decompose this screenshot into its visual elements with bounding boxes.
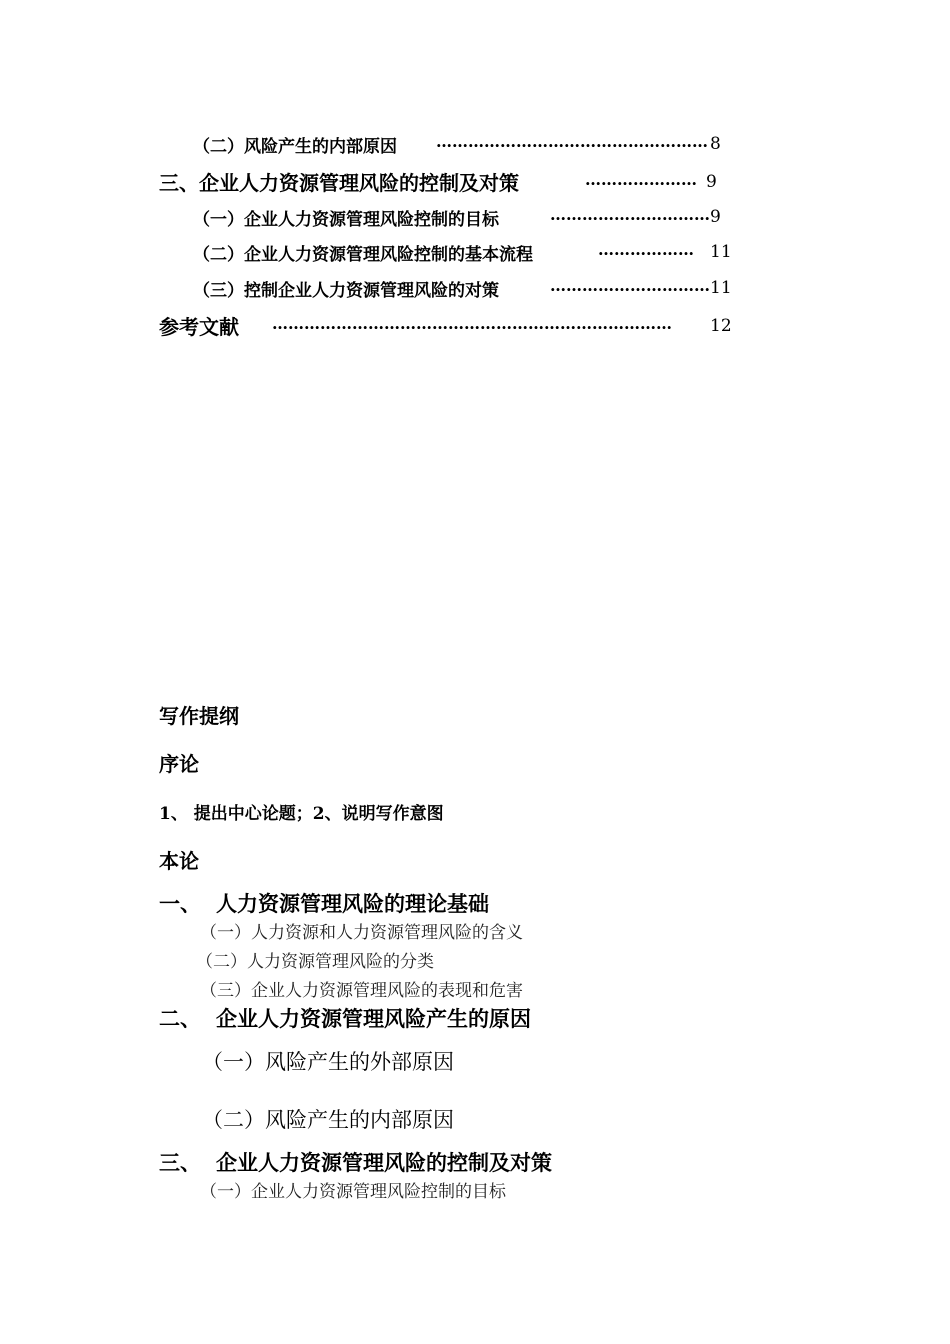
section-title: 企业人力资源管理风险的控制及对策 [216, 1150, 552, 1175]
intro-text: 1、 提出中心论题；2、说明写作意图 [159, 804, 444, 824]
toc-leader-dots: ………………………… [550, 205, 710, 224]
toc-leader-dots: …………………………………………… [436, 132, 708, 151]
toc-page-number: 11 [710, 242, 732, 262]
outline-title: 写作提纲 [159, 704, 239, 728]
body-heading: 本论 [159, 849, 199, 873]
intro-heading: 序论 [159, 752, 199, 776]
section-title: 企业人力资源管理风险产生的原因 [216, 1006, 531, 1031]
section-number: 一、 [159, 891, 201, 916]
toc-entry-text: 三、企业人力资源管理风险的控制及对策 [159, 171, 519, 195]
section-title: 人力资源管理风险的理论基础 [216, 891, 489, 916]
toc-entry-text: （二）企业人力资源管理风险控制的基本流程 [193, 245, 533, 265]
toc-entry-text: （一）企业人力资源管理风险控制的目标 [193, 210, 499, 230]
toc-leader-dots: ………………………… [550, 276, 710, 295]
section-number: 三、 [159, 1150, 201, 1175]
toc-page-number: 11 [710, 278, 732, 298]
toc-entry-text: 参考文献 [159, 315, 239, 339]
subsection-item: （三）企业人力资源管理风险的表现和危害 [200, 981, 523, 1001]
toc-leader-dots: ………………… [585, 170, 697, 189]
toc-page-number: 8 [710, 134, 721, 154]
subsection-item: （二）人力资源管理风险的分类 [196, 952, 434, 972]
subsection-item: （二）风险产生的内部原因 [202, 1108, 454, 1132]
toc-entry-text: （三）控制企业人力资源管理风险的对策 [193, 281, 499, 301]
toc-leader-dots: ……………… [598, 240, 694, 259]
subsection-item: （一）风险产生的外部原因 [202, 1050, 454, 1074]
toc-entry-text: （二）风险产生的内部原因 [193, 137, 397, 157]
toc-leader-dots: ………………………………………………………………… [272, 314, 672, 333]
toc-page-number: 12 [710, 316, 732, 336]
subsection-item: （一）人力资源和人力资源管理风险的含义 [200, 923, 523, 943]
toc-page-number: 9 [710, 207, 721, 227]
toc-page-number: 9 [706, 172, 717, 192]
section-number: 二、 [159, 1006, 201, 1031]
subsection-item: （一）企业人力资源管理风险控制的目标 [200, 1182, 506, 1202]
